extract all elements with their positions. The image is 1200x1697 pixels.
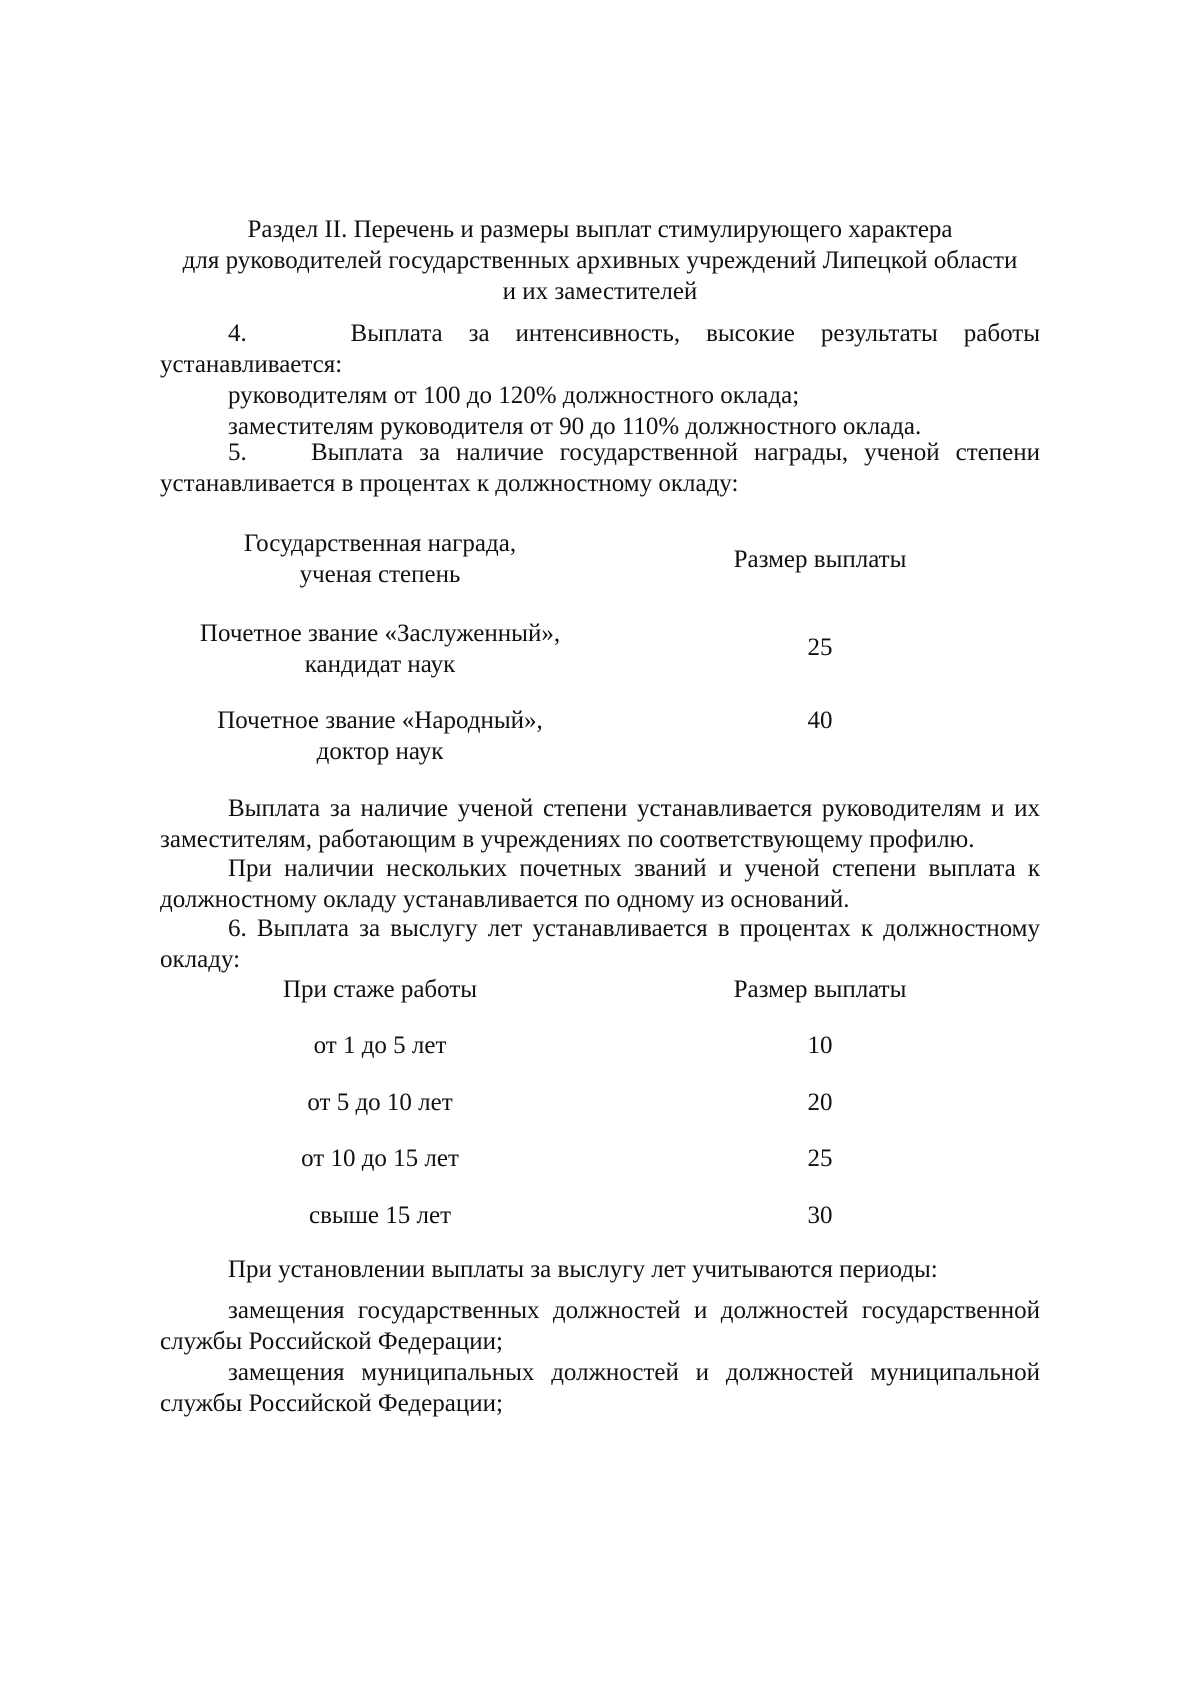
award-table-header-col1	[160, 528, 600, 590]
period-item-1: замещения государственных должностей и должностей государственной службы Российской Федерации;	[160, 1297, 1040, 1355]
paragraph-4-first-line: 4. Выплата за интенсивность, высокие результаты работы	[228, 320, 1040, 347]
paragraph-4-item-1: руководителям от 100 до 120% должностного оклада;	[228, 382, 800, 409]
service-table-header-col2: Размер выплаты	[733, 976, 907, 1003]
award-table-row-2-value: 40	[807, 707, 833, 734]
section-title	[160, 214, 1040, 307]
award-table-row-2-name	[160, 705, 600, 767]
paragraph-6: 6. Выплата за выслугу лет устанавливается в процентах к должностному окладу:	[160, 915, 1040, 973]
paragraph-4	[160, 318, 1040, 442]
section-title-line-1: Раздел II. Перечень и размеры выплат стимулирующего характера	[247, 216, 953, 243]
note-scientific-degree: Выплата за наличие ученой степени устанавливается руководителям и их заместителям, работающим в учреждениях по соответствующему профилю.	[160, 795, 1040, 853]
paragraph-5-first-line: 5. Выплата за наличие государственной награды, ученой степени	[228, 439, 1040, 466]
paragraph-4-second-line: устанавливается:	[160, 351, 343, 378]
period-item-2: замещения муниципальных должностей и должностей муниципальной службы Российской Федерации;	[160, 1359, 1040, 1417]
service-table-row-4-period: свыше 15 лет	[308, 1202, 452, 1229]
award-table-header-col2: Размер выплаты	[733, 546, 907, 573]
award-row-2-name-line1: Почетное звание «Народный»,	[217, 707, 543, 734]
service-table-row-1-period: от 1 до 5 лет	[313, 1032, 447, 1059]
award-row-1-name-line2: кандидат наук	[304, 651, 456, 678]
award-row-1-name-line1: Почетное звание «Заслуженный»,	[199, 620, 561, 647]
award-table-header-col1-line2: ученая степень	[299, 561, 461, 588]
paragraph-5-second-line: устанавливается в процентах к должностному окладу:	[160, 470, 739, 497]
periods-intro: При установлении выплаты за выслугу лет учитываются периоды:	[228, 1256, 938, 1283]
note-multiple-titles: При наличии нескольких почетных званий и ученой степени выплата к должностному окладу устанавливается по одному из оснований.	[160, 855, 1040, 913]
service-table-header-col1: При стаже работы	[282, 976, 478, 1003]
award-table-header-col1-line1: Государственная награда,	[243, 530, 517, 557]
service-table-row-3-value: 25	[807, 1145, 833, 1172]
service-table-row-2-period: от 5 до 10 лет	[307, 1089, 453, 1116]
section-title-line-2: для руководителей государственных архивных учреждений Липецкой области	[182, 247, 1018, 274]
section-title-line-3: и их заместителей	[502, 278, 698, 305]
service-table-row-1-value: 10	[807, 1032, 833, 1059]
paragraph-4-item-2: заместителям руководителя от 90 до 110% должностного оклада.	[228, 413, 922, 440]
award-row-2-name-line2: доктор наук	[316, 738, 444, 765]
award-table-row-1-value: 25	[807, 634, 833, 661]
paragraph-5	[160, 437, 1040, 499]
service-table-row-4-value: 30	[807, 1202, 833, 1229]
service-table-row-2-value: 20	[807, 1089, 833, 1116]
award-table-row-1-name	[160, 618, 600, 680]
service-table-row-3-period: от 10 до 15 лет	[301, 1145, 459, 1172]
